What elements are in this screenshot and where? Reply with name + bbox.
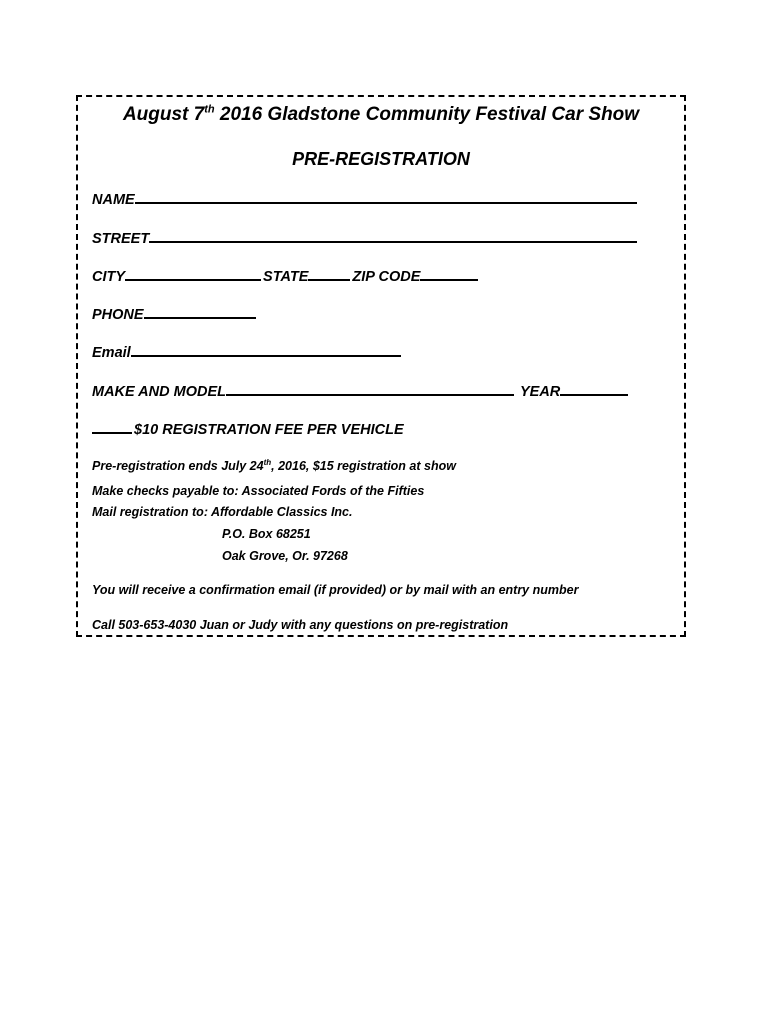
year-field[interactable] [560,381,628,396]
fee-label: $10 REGISTRATION FEE PER VEHICLE [134,422,404,438]
street-field[interactable] [149,228,637,243]
street-row [92,228,639,247]
name-field[interactable] [135,189,637,204]
fee-row [92,419,404,438]
name-row [92,189,639,208]
mail-note: Mail registration to: Affordable Classics Inc. [92,505,353,519]
make-model-label: MAKE AND MODEL [92,384,226,400]
deadline-note: Pre-registration ends July 24th, 2016, $15 registration at show [92,457,456,473]
confirmation-note: You will receive a confirmation email (if provided) or by mail with an entry number [92,583,579,597]
email-label: Email [92,345,131,361]
state-label: STATE [263,269,309,285]
po-box: P.O. Box 68251 [222,527,311,541]
phone-label: PHONE [92,307,144,323]
fee-checkbox-line[interactable] [92,419,132,434]
make-model-field[interactable] [226,381,514,396]
registration-form [76,95,686,637]
contact-note: Call 503-653-4030 Juan or Judy with any questions on pre-registration [92,618,509,632]
email-row [92,342,403,361]
zip-field[interactable] [420,266,478,281]
phone-field[interactable] [144,304,256,319]
make-model-year-row [92,381,630,400]
email-field[interactable] [131,342,401,357]
city-field[interactable] [125,266,261,281]
state-field[interactable] [308,266,350,281]
city-state-zip-row [92,266,480,285]
phone-row [92,304,258,323]
year-label: YEAR [519,384,561,400]
form-title: August 7th 2016 Gladstone Community Festival Car Show [122,103,640,125]
street-label: STREET [92,231,150,247]
city-label: CITY [92,269,126,285]
zip-label: ZIP CODE [352,269,421,285]
city-zip: Oak Grove, Or. 97268 [222,549,348,563]
form-subtitle: PRE-REGISTRATION [292,149,470,169]
name-label: NAME [92,192,135,208]
checks-note: Make checks payable to: Associated Fords of the Fifties [92,484,425,498]
